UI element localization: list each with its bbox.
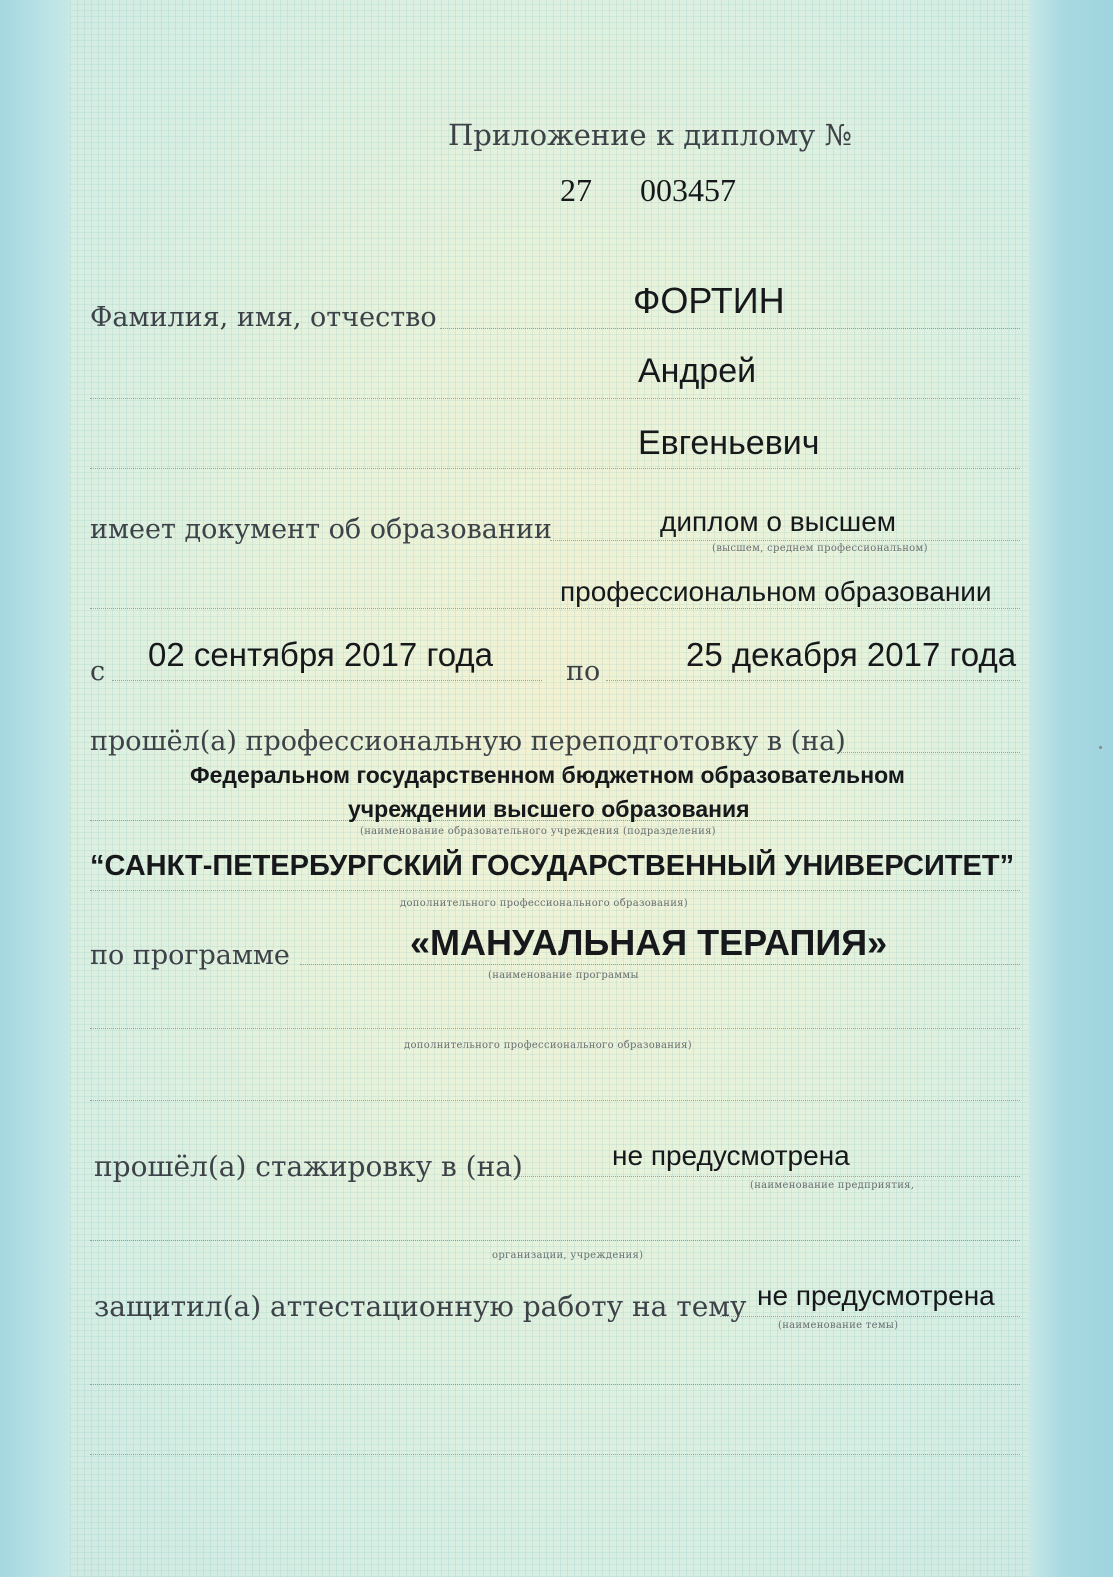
period-from-label: с bbox=[90, 656, 106, 687]
name-line-2 bbox=[90, 398, 1020, 399]
internship-line-2 bbox=[90, 1240, 1020, 1241]
internship-hint-2: организации, учреждения) bbox=[492, 1250, 644, 1261]
punch-mark bbox=[1099, 746, 1102, 749]
program-line-1 bbox=[300, 964, 1020, 965]
program-line-3 bbox=[90, 1100, 1020, 1101]
retraining-line-2 bbox=[90, 890, 1020, 891]
program-line-2 bbox=[90, 1028, 1020, 1029]
thesis-hint: (наименование темы) bbox=[778, 1320, 899, 1331]
thesis-label: защитил(а) аттестационную работу на тему bbox=[94, 1290, 747, 1323]
program-hint-1: (наименование программы bbox=[488, 970, 639, 981]
thesis-line-1 bbox=[720, 1316, 1020, 1317]
retraining-label: прошёл(а) профессиональную переподготовку в (на) bbox=[90, 726, 846, 757]
period-to-label: по bbox=[566, 656, 601, 687]
program-value: «МАНУАЛЬНАЯ ТЕРАПИЯ» bbox=[410, 922, 888, 963]
retraining-hint-2: дополнительного профессионального образования) bbox=[400, 898, 688, 909]
surname-value: ФОРТИН bbox=[633, 280, 785, 321]
name-label: Фамилия, имя, отчество bbox=[90, 302, 437, 333]
document-title: Приложение к диплому № bbox=[448, 118, 852, 152]
period-from-line bbox=[112, 680, 542, 681]
patronymic-value: Евгеньевич bbox=[638, 424, 820, 462]
period-from-date: 02 сентября 2017 года bbox=[148, 636, 493, 673]
thesis-line-3 bbox=[90, 1454, 1020, 1455]
education-value-2: профессиональном образовании bbox=[560, 576, 992, 607]
diploma-series: 27 bbox=[560, 172, 592, 208]
education-line-2 bbox=[90, 608, 1020, 609]
retraining-line-0 bbox=[835, 752, 1020, 753]
first-name-value: Андрей bbox=[638, 352, 757, 390]
name-line-3 bbox=[90, 468, 1020, 469]
period-to-line bbox=[606, 680, 1020, 681]
retraining-institution-line-2: учреждении высшего образования bbox=[348, 796, 750, 822]
retraining-hint-1: (наименование образовательного учреждения (подразделения) bbox=[360, 826, 716, 837]
internship-hint-1: (наименование предприятия, bbox=[750, 1180, 915, 1191]
internship-line-1 bbox=[510, 1176, 1020, 1177]
name-line-1 bbox=[440, 328, 1020, 329]
thesis-line-2 bbox=[90, 1384, 1020, 1385]
education-value-1: диплом о высшем bbox=[660, 506, 897, 537]
left-decorative-border bbox=[0, 0, 70, 1577]
program-hint-2: дополнительного профессионального образования) bbox=[404, 1040, 692, 1051]
program-label: по программе bbox=[90, 940, 290, 971]
education-label: имеет документ об образовании bbox=[90, 514, 552, 545]
diploma-number: 003457 bbox=[640, 172, 736, 208]
retraining-institution-line-1: Федеральном государственном бюджетном образовательном bbox=[190, 762, 905, 788]
education-hint: (высшем, среднем профессиональном) bbox=[712, 543, 928, 554]
education-line-1 bbox=[550, 540, 1020, 541]
internship-label: прошёл(а) стажировку в (на) bbox=[94, 1150, 523, 1183]
right-decorative-border bbox=[1029, 0, 1113, 1577]
period-to-date: 25 декабря 2017 года bbox=[686, 636, 1017, 673]
internship-value: не предусмотрена bbox=[612, 1140, 850, 1171]
retraining-university-name: “САНКТ-ПЕТЕРБУРГСКИЙ ГОСУДАРСТВЕННЫЙ УНИВЕРСИТЕТ” bbox=[90, 850, 1015, 882]
thesis-value: не предусмотрена bbox=[757, 1280, 995, 1311]
